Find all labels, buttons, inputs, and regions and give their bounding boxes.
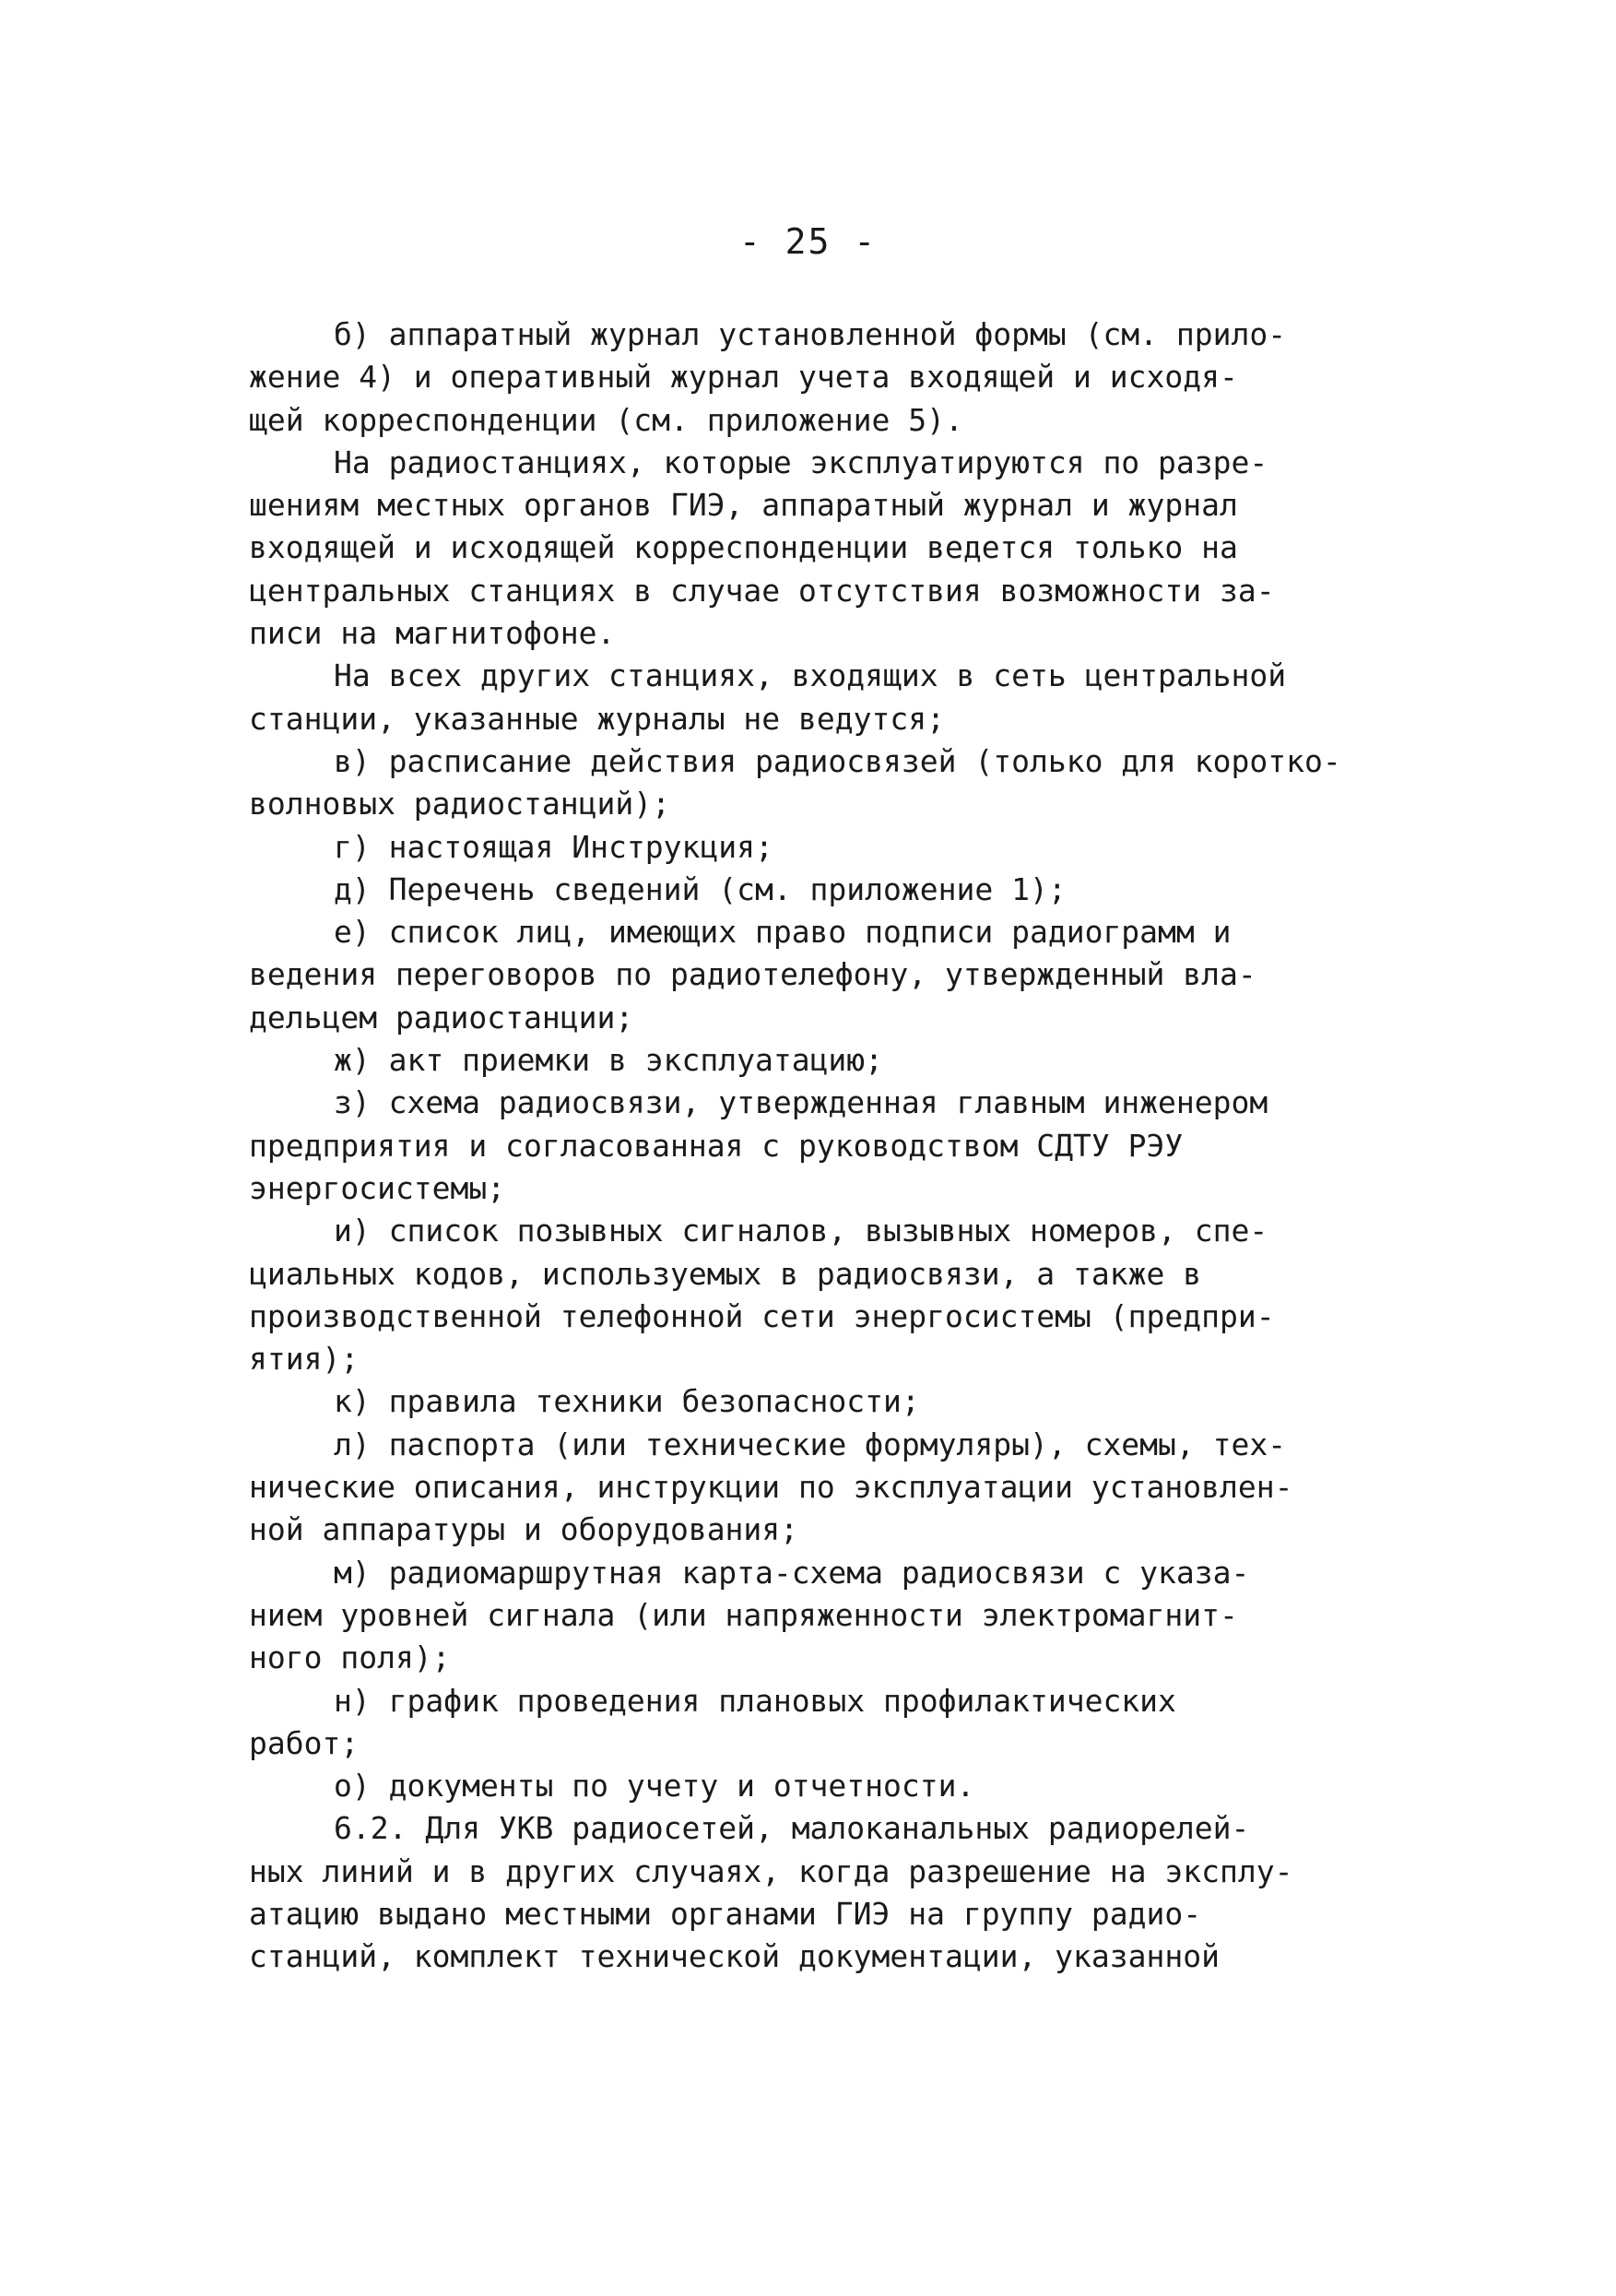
text-line-content: циальных кодов, используемых в радиосвязи, а также в	[249, 1255, 1202, 1292]
text-line-content: е) список лиц, имеющих право подписи радиограмм и	[334, 914, 1232, 951]
text-line	[249, 1424, 1392, 1466]
text-line	[249, 1851, 1392, 1893]
text-line-content: На всех других станциях, входящих в сеть центральной	[334, 657, 1287, 694]
text-line-content: л) паспорта (или технические формуляры), схемы, тех-	[334, 1426, 1287, 1462]
text-line-content: станции, указанные журналы не ведутся;	[249, 700, 945, 737]
text-line	[249, 1082, 1392, 1124]
text-line-content: н) график проведения плановых профилактических	[334, 1682, 1176, 1719]
text-line	[249, 1935, 1392, 1978]
text-line-content: предприятия и согласованная с руководством СДТУ РЭУ	[249, 1127, 1184, 1164]
text-line	[249, 1039, 1392, 1082]
text-line-content: к) правила техники безопасности;	[334, 1383, 920, 1420]
text-line-content: б) аппаратный журнал установленной формы (см. прило-	[334, 316, 1287, 352]
text-line-content: в) расписание действия радиосвязей (только для коротко-	[334, 742, 1341, 779]
text-line-content: жение 4) и оперативный журнал учета входящей и исходя-	[249, 359, 1238, 396]
text-line	[249, 740, 1392, 783]
text-line-content: ж) акт приемки в эксплуатацию;	[334, 1042, 884, 1079]
page-number: - 25 -	[738, 221, 878, 262]
text-line	[249, 1807, 1392, 1850]
text-line	[249, 314, 1392, 356]
text-line-content: писи на магнитофоне.	[249, 615, 616, 652]
text-line	[249, 869, 1392, 911]
text-line	[249, 1765, 1392, 1807]
text-line	[249, 1338, 1392, 1380]
text-line	[249, 1253, 1392, 1296]
text-line	[249, 484, 1392, 527]
text-line	[249, 1552, 1392, 1594]
text-line	[249, 826, 1392, 869]
text-line-content: входящей и исходящей корреспонденции ведется только на	[249, 529, 1238, 566]
text-line	[249, 1722, 1392, 1765]
text-line-content: г) настоящая Инструкция;	[334, 828, 773, 865]
text-line	[249, 997, 1392, 1039]
text-line	[249, 953, 1392, 996]
text-line-content: работ;	[249, 1724, 360, 1761]
text-line-content: производственной телефонной сети энергосистемы (предпри-	[249, 1297, 1275, 1334]
text-line-content: и) список позывных сигналов, вызывных номеров, спе-	[334, 1213, 1268, 1249]
text-line-content: нием уровней сигнала (или напряженности электромагнит-	[249, 1596, 1238, 1633]
text-line	[249, 612, 1392, 655]
text-line-content: шениям местных органов ГИЭ, аппаратный журнал и журнал	[249, 487, 1238, 524]
text-line	[249, 570, 1392, 612]
text-line-content: 6.2. Для УКВ радиосетей, малоканальных радиорелей-	[334, 1810, 1250, 1847]
text-line-content: щей корреспонденции (см. приложение 5).	[249, 401, 963, 438]
text-line	[249, 1637, 1392, 1679]
text-line	[249, 698, 1392, 740]
text-line	[249, 527, 1392, 569]
text-line-content: ных линий и в других случаях, когда разрешение на эксплу-	[249, 1852, 1293, 1889]
text-line	[249, 1380, 1392, 1423]
text-line-content: м) радиомаршрутная карта-схема радиосвязи с указа-	[334, 1554, 1250, 1591]
text-line	[249, 783, 1392, 825]
text-line-content: ятия);	[249, 1341, 360, 1378]
text-line-content: На радиостанциях, которые эксплуатируются по разре-	[334, 444, 1268, 480]
text-line	[249, 1594, 1392, 1637]
text-line-content: дельцем радиостанции;	[249, 999, 634, 1036]
text-line-content: з) схема радиосвязи, утвержденная главным инженером	[334, 1084, 1268, 1121]
text-line-content: ведения переговоров по радиотелефону, утвержденный вла-	[249, 956, 1256, 993]
text-line	[249, 1893, 1392, 1935]
text-line-content: ной аппаратуры и оборудования;	[249, 1511, 799, 1548]
text-line-content: энергосистемы;	[249, 1169, 506, 1206]
text-line-content: о) документы по учету и отчетности.	[334, 1768, 975, 1805]
text-line	[249, 1466, 1392, 1509]
text-line	[249, 1167, 1392, 1210]
text-line-content: центральных станциях в случае отсутствия возможности за-	[249, 572, 1275, 609]
text-line	[249, 911, 1392, 953]
text-line	[249, 356, 1392, 398]
text-line	[249, 442, 1392, 484]
text-line-content: ного поля);	[249, 1639, 451, 1676]
text-line-content: станций, комплект технической документации, указанной	[249, 1938, 1220, 1975]
text-line-content: нические описания, инструкции по эксплуатации установлен-	[249, 1469, 1293, 1506]
text-line	[249, 1210, 1392, 1252]
text-line	[249, 1680, 1392, 1722]
text-line	[249, 399, 1392, 442]
text-line	[249, 1509, 1392, 1551]
text-line	[249, 1296, 1392, 1338]
text-line	[249, 655, 1392, 697]
text-line-content: волновых радиостанций);	[249, 786, 670, 823]
text-line-content: д) Перечень сведений (см. приложение 1);	[334, 870, 1067, 907]
text-line	[249, 1125, 1392, 1167]
body-text	[249, 314, 1392, 1979]
text-line-content: атацию выдано местными органами ГИЭ на группу радио-	[249, 1895, 1202, 1932]
